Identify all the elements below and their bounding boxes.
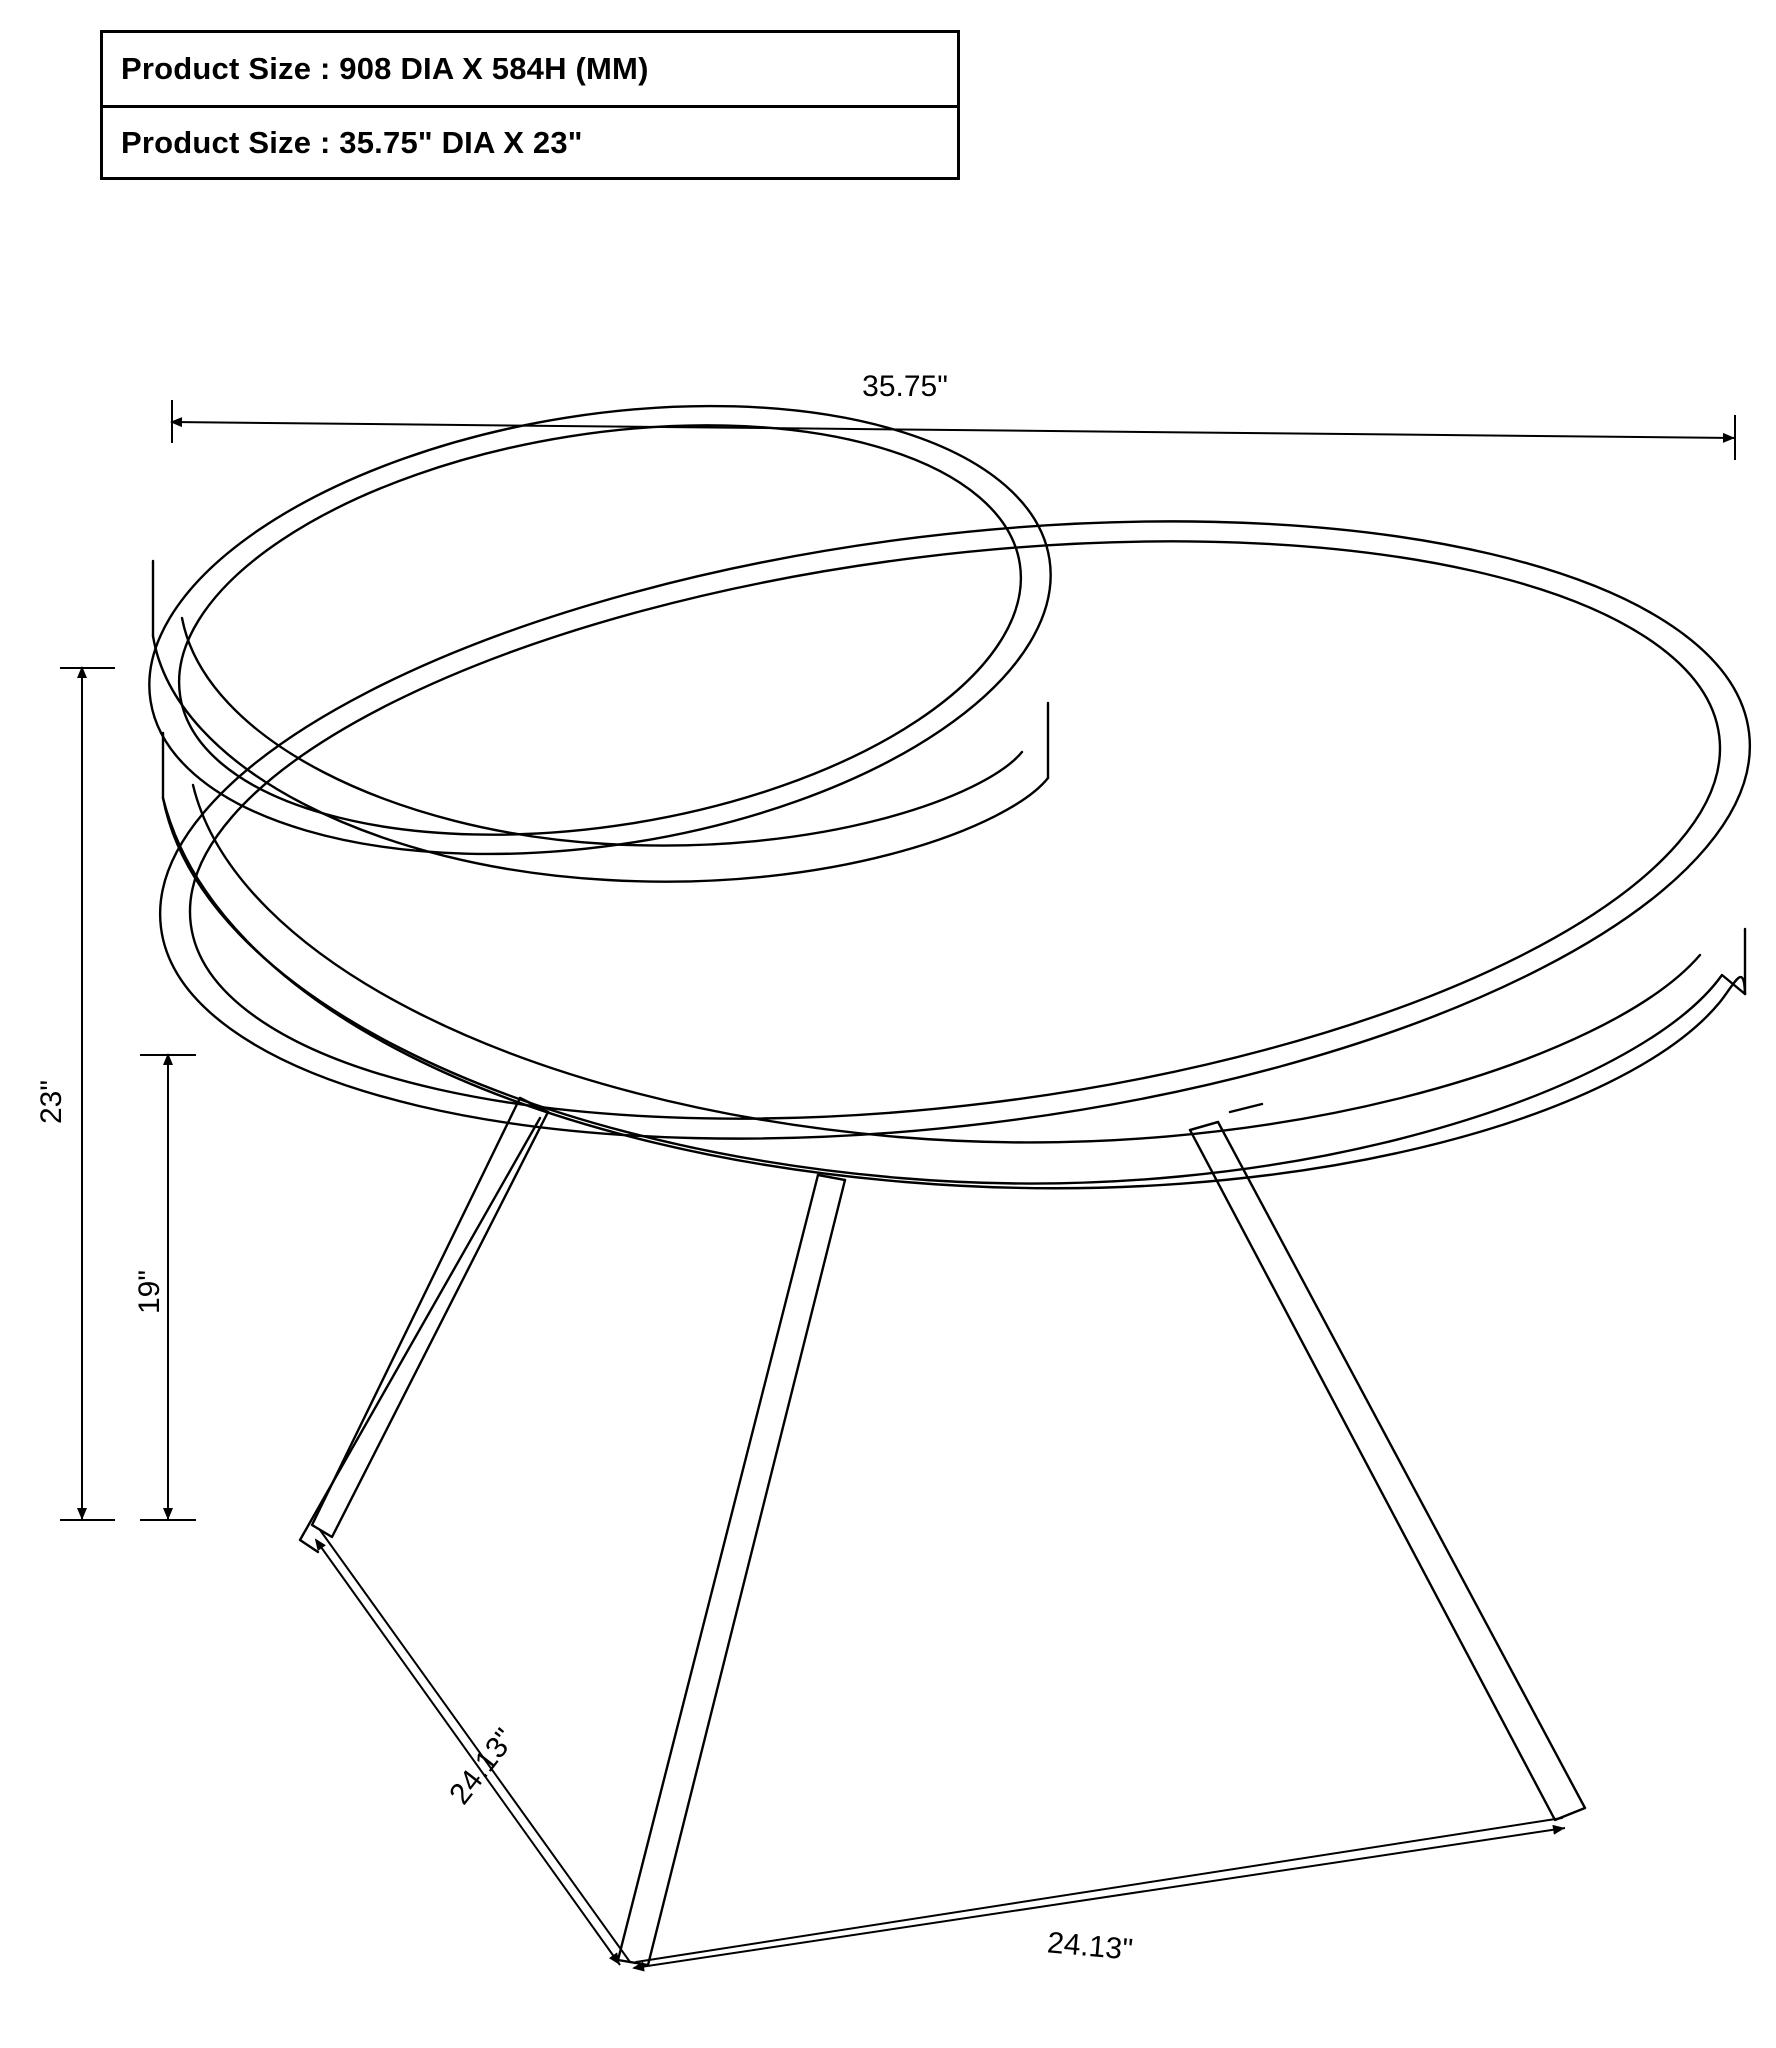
table-top-large xyxy=(125,440,1776,1221)
table-top-small-tray xyxy=(117,346,1083,913)
product-size-imperial-label: Product Size : 35.75" DIA X 23" xyxy=(121,124,583,160)
dimension-leg-left-label: 24.13" xyxy=(443,1722,522,1811)
dimension-width-label: 35.75" xyxy=(862,370,948,403)
product-size-metric-label: Product Size : 908 DIA X 584H (MM) xyxy=(121,51,649,86)
dimension-leg-left xyxy=(316,1540,620,1965)
dimension-height-lower-label: 19" xyxy=(133,1269,167,1315)
table-legs xyxy=(300,1098,1585,1965)
dimension-leg-bottom-label: 24.13" xyxy=(1045,1926,1135,1967)
dimension-height-total-label: 23" xyxy=(35,1079,69,1125)
